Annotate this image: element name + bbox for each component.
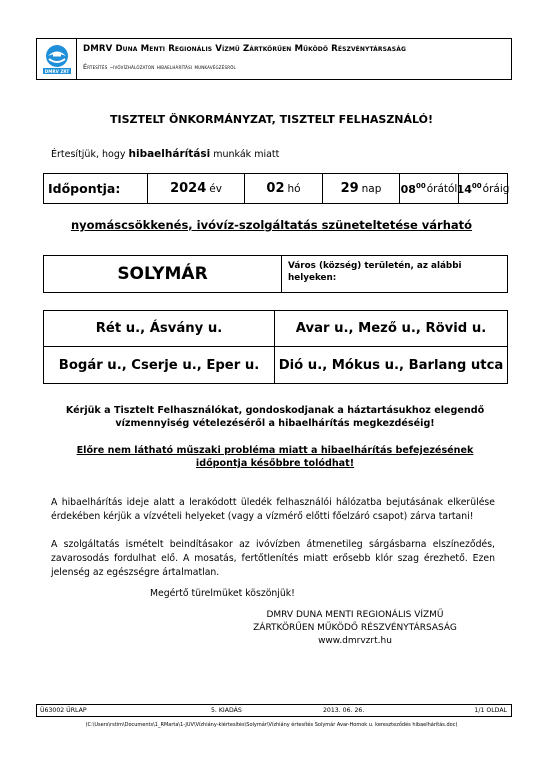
signature-block	[240, 609, 470, 648]
document-header	[36, 38, 512, 80]
footer-form: Ü63002 ŰRLAP	[40, 707, 87, 714]
signer-line2: ZÁRTKÖRŰEN MŰKÖDŐ RÉSZVÉNYTÁRSASÁG	[253, 623, 457, 633]
from-cell	[400, 174, 459, 203]
street-cell: Dió u., Mókus u., Barlang utca	[278, 357, 504, 373]
month-cell	[245, 174, 323, 203]
company-name: DMRV Duna Menti Regionális Vízmű Zártkörűen Működő Részvénytársaság	[83, 44, 406, 54]
to-cell	[456, 174, 510, 203]
intro-bold: hibaelhárítási	[128, 148, 211, 160]
logo-text: DMRV ZRT	[44, 69, 70, 74]
street-cell: Bogár u., Cserje u., Eper u.	[44, 347, 275, 383]
signer-web: www.dmrvzrt.hu	[318, 636, 392, 646]
to-time: $14^{00}$	[456, 181, 482, 196]
year-cell	[148, 174, 245, 203]
month-value: 02	[266, 181, 285, 196]
greeting: TISZTELT ÖNKORMÁNYZAT, TISZTELT FELHASZNÁLÓ!	[109, 113, 434, 126]
footer-page: 1/1 OLDAL	[474, 707, 507, 714]
dmrv-logo	[42, 43, 72, 75]
service-notice: nyomáscsökkenés, ivóvíz-szolgáltatás szüneteltetése várható	[70, 218, 473, 232]
date-label: Időpontja:	[48, 181, 121, 196]
footer-edition: 5. KIADÁS	[211, 707, 242, 714]
logo-cell	[37, 39, 77, 79]
signer-line1: DMRV DUNA MENTI REGIONÁLIS VÍZMŰ	[266, 610, 444, 620]
day-cell	[323, 174, 400, 203]
year-value: 2024	[170, 181, 207, 196]
street-cell: Rét u., Ásvány u.	[44, 311, 275, 347]
city-box	[43, 255, 508, 293]
warning-text: Előre nem látható műszaki probléma miatt a hibaelhárítás befejezésének időpontja későbbre tolódhat!	[76, 445, 474, 469]
intro-before: Értesítjük, hogy	[51, 149, 129, 160]
month-unit: hó	[287, 182, 301, 195]
intro-after: munkák miatt	[210, 149, 280, 160]
document-footer	[36, 704, 512, 717]
date-label-cell	[44, 174, 148, 203]
request-text: Kérjük a Tisztelt Felhasználókat, gondoskodjanak a háztartásukhoz elegendő vízmennyiség vételezéséről a hibaelhárítás megkezdéséig!	[65, 405, 485, 429]
city-name: SOLYMÁR	[44, 256, 282, 292]
streets-table	[43, 310, 508, 384]
year-unit: év	[209, 182, 222, 195]
day-value: 29	[340, 181, 359, 196]
from-unit: órától	[426, 182, 458, 195]
paragraph-restart: A szolgáltatás ismételt beindításakor az ivóvízben átmenetileg sárgásbarna elszíneződés, zavarosodás fordulhat elő. A mosatás, fertőtlenítés miatt erősebb klór szag érezhető. Ezen jelenség az egészségre ártalmatlan.	[51, 539, 495, 578]
street-cell: Avar u., Mező u., Rövid u.	[275, 311, 507, 347]
date-table	[43, 173, 508, 204]
thanks-text: Megértő türelmüket köszönjük!	[150, 588, 295, 599]
city-description: Város (község) területén, az alábbi helyeken:	[288, 261, 462, 283]
footer-date: 2013. 06. 26.	[323, 707, 365, 714]
day-unit: nap	[361, 182, 382, 195]
to-unit: óráig	[482, 182, 510, 195]
file-path: (C:\Users\rstim\Documents\1_RMarta\1-JUV\Vízhiány-kiértesítés\Solymár\Vízhiány értesítés Solymár Avar-Homok u. kereszteződés hibaelhárítás.doc)	[85, 722, 458, 728]
paragraph-closure: A hibaelhárítás ideje alatt a lerakódott üledék felhasználói hálózatba bejutásának elkerülése érdekében kérjük a vízvételi helyeket (vagy a vízmérő előtti főelzáró csapot) zárva tartani!	[51, 497, 495, 522]
intro-line	[51, 148, 279, 160]
header-subtitle: Értesítés –ivóvízhálózaton hibaelhárítási munkavégzésről	[83, 63, 236, 71]
from-time: $08^{00}$	[400, 181, 426, 196]
